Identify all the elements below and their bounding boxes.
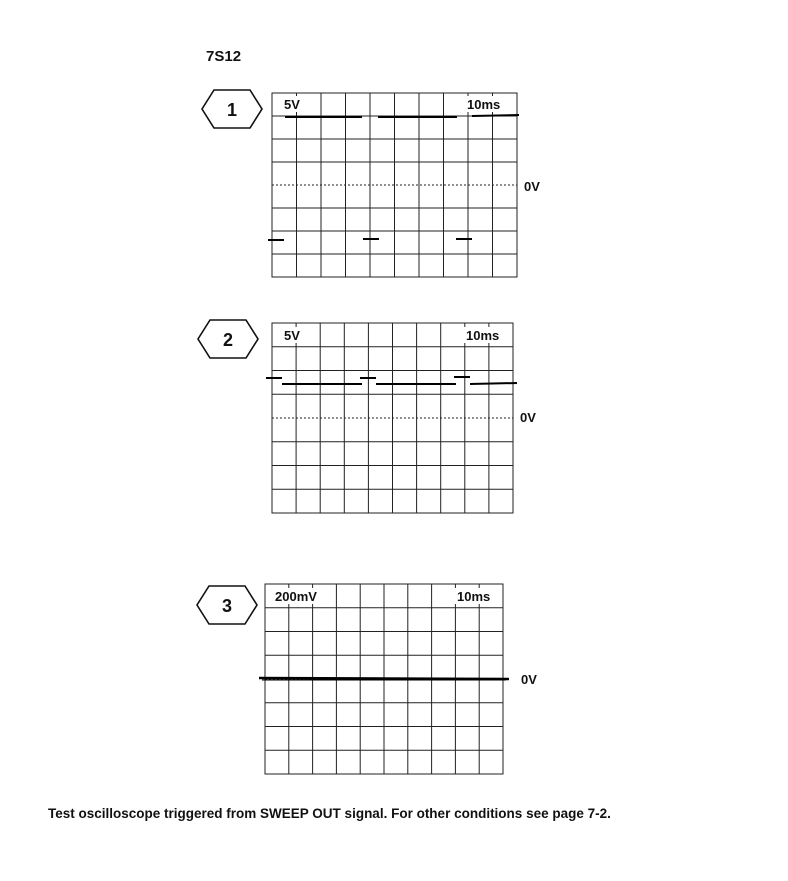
- zero-volt-label: 0V: [520, 410, 536, 425]
- graticule: [272, 93, 517, 277]
- zero-volt-label: 0V: [521, 672, 537, 687]
- waveform-1: [202, 90, 540, 277]
- zero-volt-label: 0V: [524, 179, 540, 194]
- waveform-number: 1: [226, 100, 238, 120]
- volts-per-div: 200mV: [275, 589, 317, 604]
- figure-caption: Test oscilloscope triggered from SWEEP OUT signal. For other conditions see page 7-2.: [48, 806, 611, 821]
- waveform-2: [198, 320, 536, 513]
- trace: [266, 377, 517, 384]
- waveform-3: [197, 584, 537, 774]
- time-per-div: 10ms: [466, 328, 500, 343]
- trace: [268, 115, 519, 240]
- graticule: [272, 323, 513, 513]
- waveform-number: 3: [221, 596, 233, 616]
- volts-per-div: 5V: [284, 97, 300, 112]
- waveform-number: 2: [222, 330, 234, 350]
- model-label: 7S12: [206, 48, 242, 65]
- trace: [259, 678, 509, 680]
- time-per-div: 10ms: [457, 589, 491, 604]
- time-per-div: 10ms: [467, 97, 501, 112]
- volts-per-div: 5V: [284, 328, 300, 343]
